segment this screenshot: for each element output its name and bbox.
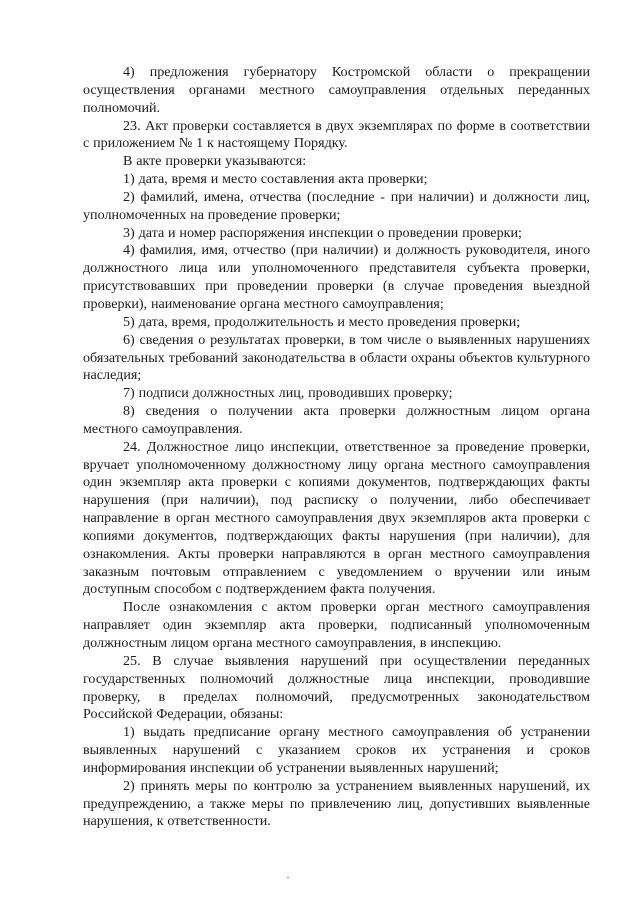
list-item-2-inspector-names: 2) фамилий, имена, отчества (последние - при наличии) и должности лиц, уполномоченных на проведение проверки; — [83, 188, 590, 223]
paragraph-24-delivery: 24. Должностное лицо инспекции, ответственное за проведение проверки, вручает уполномоченному должностному лицу органа местного самоуправления один экземпляр акта проверки с копиями документов, подтверждающих факты нарушения (при наличии), под расписку о получении, либо обеспечивает направление в орган местного самоуправления двух экземпляров акта проверки с копиями документов, подтверждающих факты нарушения (при наличии), для ознакомления. Акты проверки направляются в орган местного самоуправления заказным почтовым отправлением с уведомлением о вручении или иным доступным способом с подтверждением факта получения. — [83, 438, 590, 598]
list-item-1-date-time-place: 1) дата, время и место составления акта проверки; — [123, 171, 428, 188]
paragraph-item-4-proposals: 4) предложения губернатору Костромской области о прекращении осуществления органами местного самоуправления отдельных переданных полномочий. — [83, 64, 590, 116]
list-item-2-take-measures: 2) принять меры по контролю за устранением выявленных нарушений, их предупреждению, а также меры по привлечению лиц, допустивших выявленные нарушения, к ответственности. — [83, 777, 590, 830]
list-item-3-order-number: 3) дата и номер распоряжения инспекции о проведении проверки; — [123, 224, 522, 241]
paragraph-25-violations: 25. В случае выявления нарушений при осуществлении переданных государственных полномочий должностные лица инспекции, проводившие проверку, в пределах полномочий, предусмотренных законодательством Российской Федерации, обязаны: — [83, 652, 590, 723]
scan-speck — [287, 877, 289, 878]
list-item-1-issue-order: 1) выдать предписание органу местного самоуправления об устранении выявленных нарушений с указанием сроков их устранения и сроков информирования инспекции об устранении выявленных нарушений; — [83, 724, 590, 776]
paragraph-after-review: После ознакомления с актом проверки орган местного самоуправления направляет один экземпляр акта проверки, подписанный уполномоченным должностным лицом органа местного самоуправления, в инспекцию. — [83, 599, 590, 651]
list-item-5-inspection-duration: 5) дата, время, продолжительность и место проведения проверки; — [123, 313, 521, 330]
paragraph-23-act-drafting: 23. Акт проверки составляется в двух экземплярах по форме в соответствии с приложением № 1 к настоящему Порядку. — [83, 117, 590, 152]
list-item-6-results: 6) сведения о результатах проверки, в том числе о выявленных нарушениях обязательных требований законодательства в области охраны объектов культурного наследия; — [83, 331, 590, 384]
list-item-4-representative: 4) фамилия, имя, отчество (при наличии) и должность руководителя, иного должностного лица или уполномоченного представителя субъекта проверки, присутствовавших при проведении проверки (в случае проведения выездной проверки), наименование органа местного самоуправления; — [83, 242, 590, 312]
paragraph-act-contents-intro: В акте проверки указываются: — [123, 153, 307, 170]
list-item-7-signatures: 7) подписи должностных лиц, проводивших проверку; — [123, 385, 453, 402]
list-item-8-receipt: 8) сведения о получении акта проверки должностным лицом органа местного самоуправления. — [83, 403, 590, 437]
